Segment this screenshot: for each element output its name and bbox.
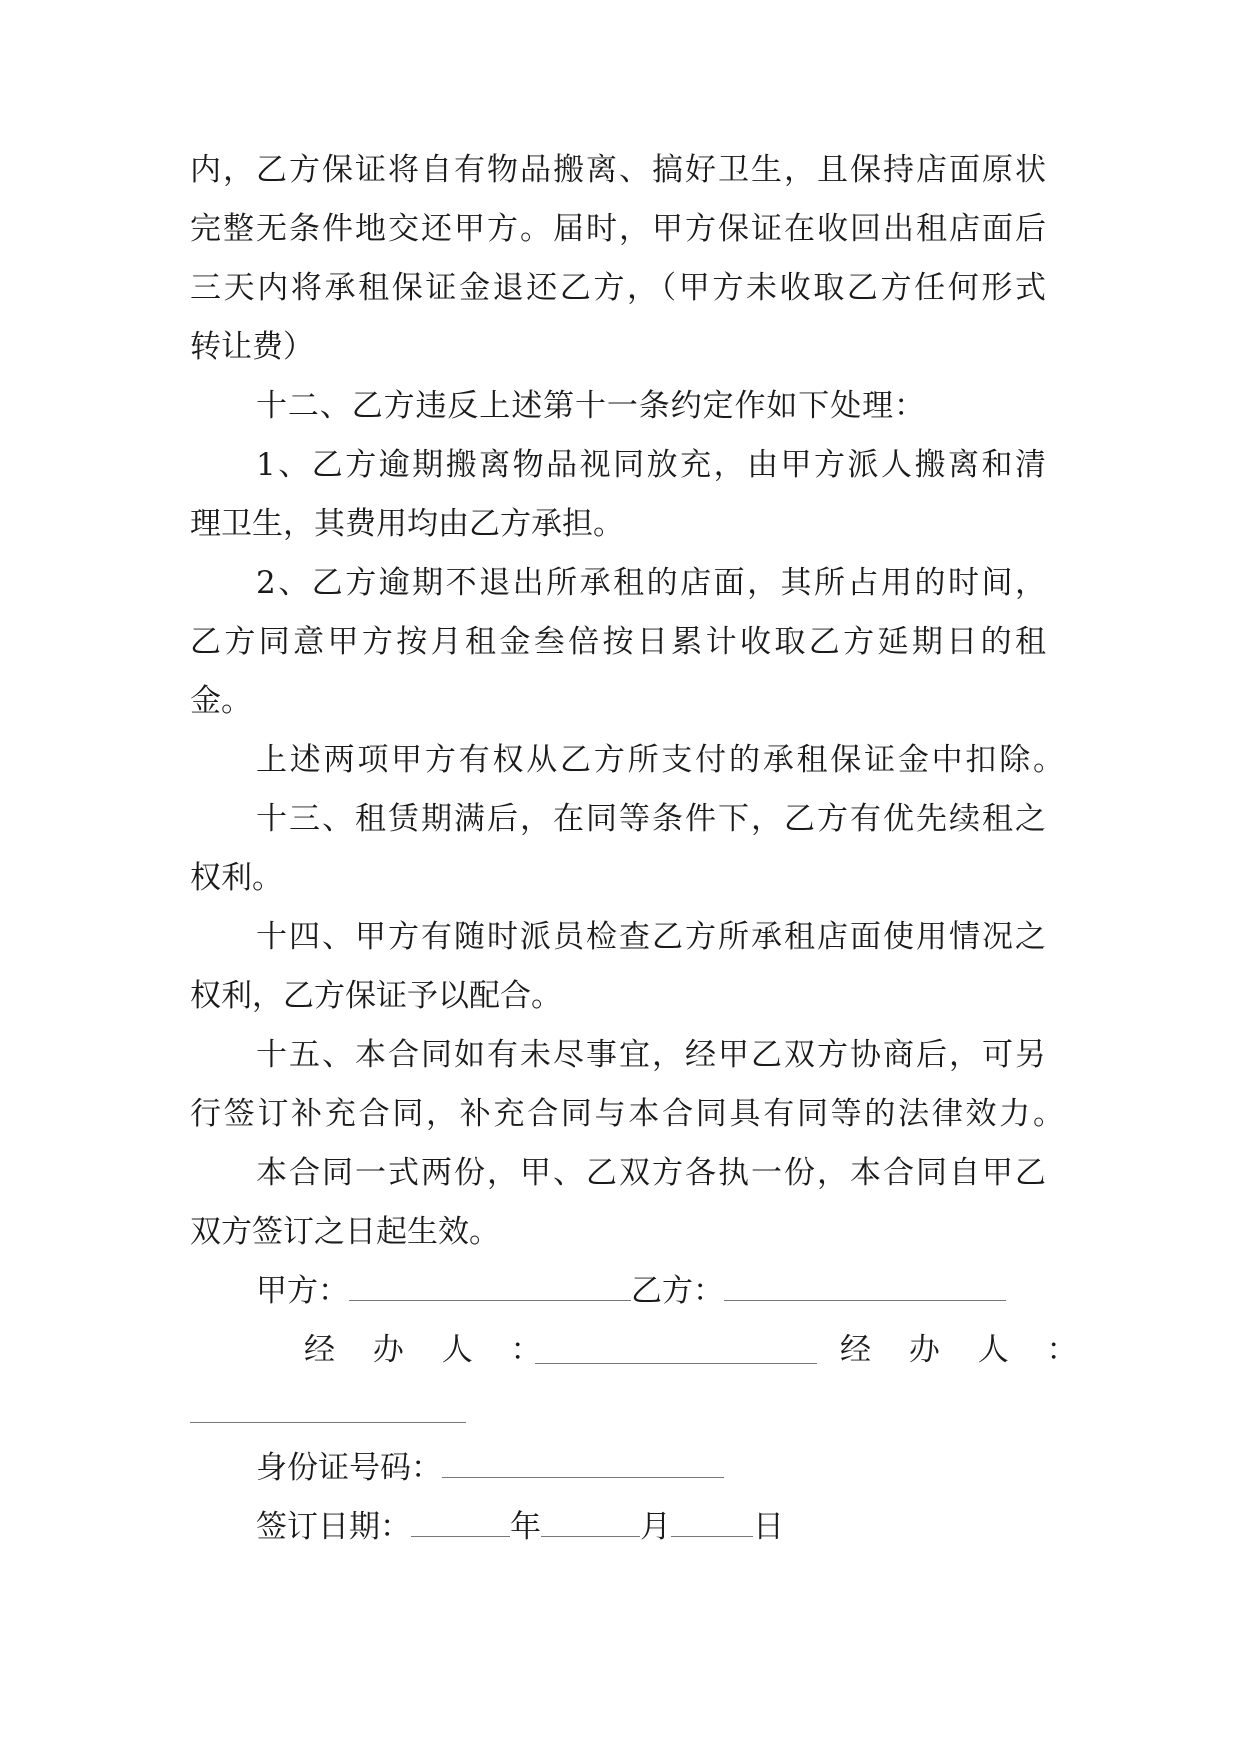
month-blank <box>541 1512 640 1537</box>
clause-14: 十四、甲方有随时派员检查乙方所承租店面使用情况之 <box>256 919 1046 955</box>
text-line: 权利。 <box>190 860 283 896</box>
month-label: 月 <box>640 1509 671 1545</box>
text-line: 本合同一式两份，甲、乙双方各执一份，本合同自甲乙 <box>256 1155 1046 1191</box>
day-label: 日 <box>753 1509 784 1545</box>
text-line: 理卫生，其费用均由乙方承担。 <box>190 506 624 542</box>
sign-date-row <box>256 1507 784 1547</box>
text-line: 完整无条件地交还甲方。届时，甲方保证在收回出租店面后 <box>190 211 1046 247</box>
text-line: 1、乙方逾期搬离物品视同放充，由甲方派人搬离和清 <box>256 447 1046 483</box>
clause-12-heading: 十二、乙方违反上述第十一条约定作如下处理： <box>256 388 926 424</box>
party-b-label: 乙方： <box>631 1273 724 1309</box>
year-label: 年 <box>510 1509 541 1545</box>
year-blank <box>411 1512 510 1537</box>
clause-13: 十三、租赁期满后，在同等条件下，乙方有优先续租之 <box>256 801 1046 837</box>
id-number-label: 身份证号码： <box>256 1450 442 1486</box>
agent-a-blank <box>535 1339 817 1364</box>
day-blank <box>671 1512 753 1537</box>
text-line: 转让费） <box>190 329 314 365</box>
party-b-signature-blank <box>724 1276 1006 1301</box>
party-a-label: 甲方： <box>256 1273 349 1309</box>
id-number-blank <box>442 1453 724 1478</box>
text-line: 2、乙方逾期不退出所承租的店面，其所占用的时间， <box>256 565 1046 601</box>
text-line: 行签订补充合同，补充合同与本合同具有同等的法律效力。 <box>190 1096 1064 1132</box>
id-number-row <box>256 1448 724 1488</box>
agent-label-a: 经 办 人 ： <box>304 1332 556 1368</box>
text-line: 权利，乙方保证予以配合。 <box>190 978 562 1014</box>
text-line: 三天内将承租保证金退还乙方，（甲方未收取乙方任何形式 <box>190 270 1046 306</box>
clause-15: 十五、本合同如有未尽事宜，经甲乙双方协商后，可另 <box>256 1037 1046 1073</box>
text-line: 上述两项甲方有权从乙方所支付的承租保证金中扣除。 <box>256 742 1064 778</box>
agent-b-blank <box>190 1398 466 1423</box>
text-line: 金。 <box>190 683 252 719</box>
party-signature-row <box>256 1271 1006 1311</box>
party-a-signature-blank <box>349 1276 631 1301</box>
sign-date-label: 签订日期： <box>256 1509 411 1545</box>
text-line: 双方签订之日起生效。 <box>190 1214 500 1250</box>
text-line: 内，乙方保证将自有物品搬离、搞好卫生，且保持店面原状 <box>190 152 1046 188</box>
agent-label-b: 经 办 人 ： <box>840 1332 1092 1368</box>
text-line: 乙方同意甲方按月租金叁倍按日累计收取乙方延期日的租 <box>190 624 1046 660</box>
